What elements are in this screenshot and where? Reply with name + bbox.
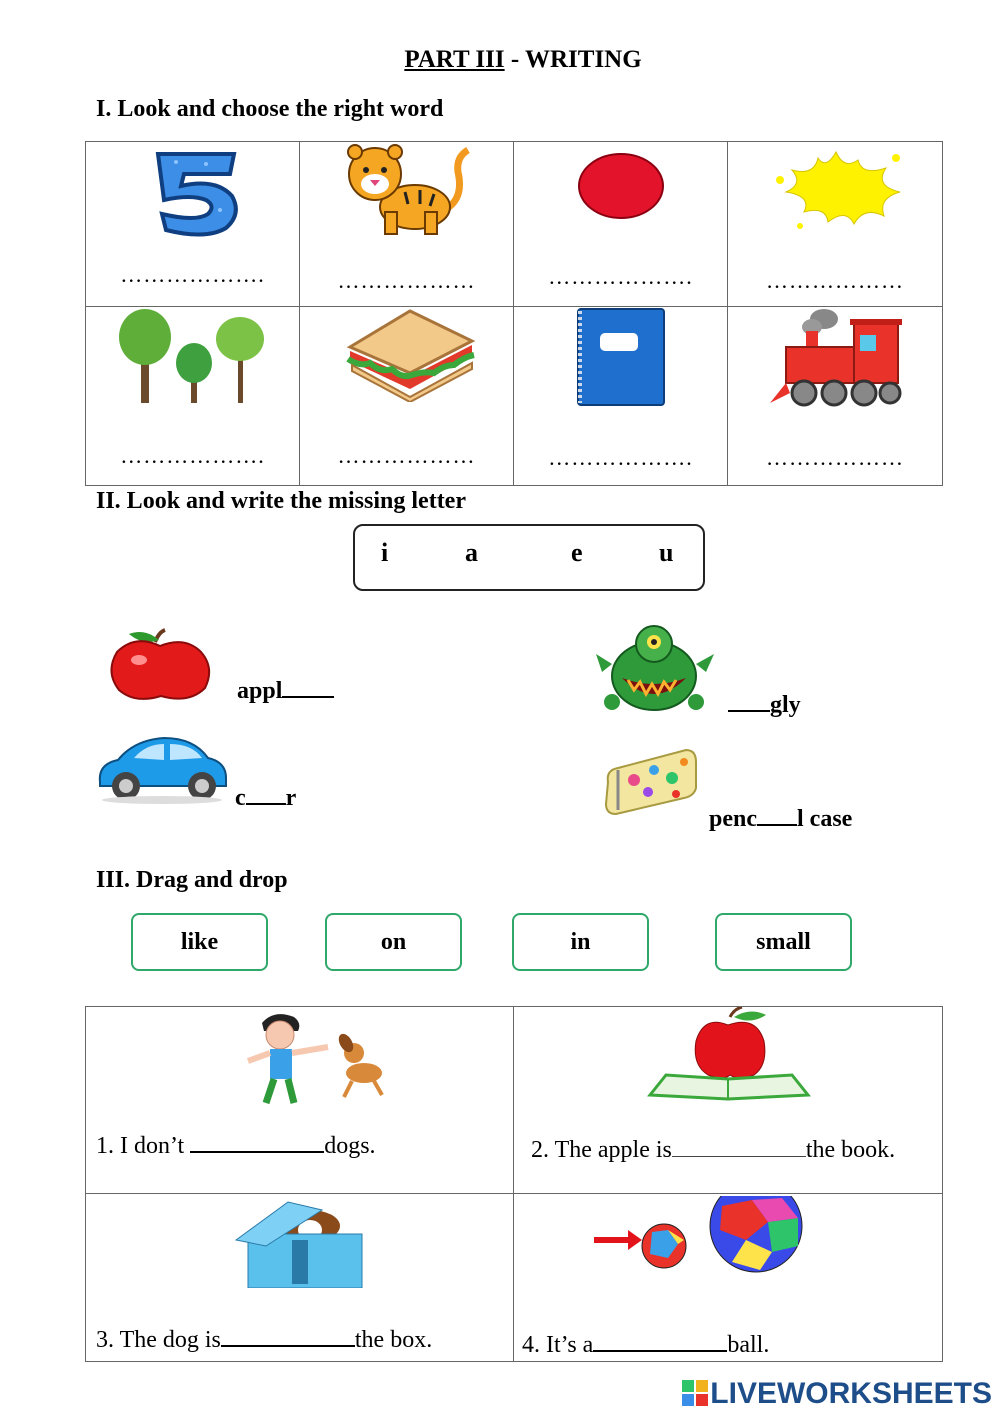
answer-dots[interactable]: ……………….: [548, 445, 693, 470]
page-title: [0, 46, 1000, 74]
drag-word-small[interactable]: small: [715, 913, 852, 971]
sandwich-icon: [340, 307, 480, 402]
drop-blank[interactable]: [672, 1156, 806, 1157]
missing-letter-blank[interactable]: [282, 696, 334, 698]
section3-heading: III. Drag and drop: [96, 867, 288, 893]
apple-on-book-icon: [646, 1007, 811, 1102]
sentence-cell-1: [86, 1007, 514, 1194]
section2-heading: II. Look and write the missing letter: [96, 488, 466, 514]
sentence-1: 1. I don’t dogs.: [96, 1133, 376, 1159]
word-car: c r: [235, 785, 297, 811]
picture-grid: [85, 141, 943, 486]
dog-in-box-icon: [234, 1200, 369, 1288]
letter-option[interactable]: i: [381, 538, 389, 567]
missing-letter-blank[interactable]: [246, 803, 286, 805]
sentence-4: 4. It’s a ball.: [522, 1332, 770, 1358]
drag-word-on[interactable]: on: [325, 913, 462, 971]
drag-word-like[interactable]: like: [131, 913, 268, 971]
number-five-icon: [146, 148, 246, 238]
answer-dots[interactable]: ………………: [766, 268, 904, 293]
letter-option[interactable]: e: [571, 538, 583, 567]
grid-cell-5: [86, 307, 300, 486]
apple-icon: [105, 628, 215, 703]
word-apple: appl: [237, 678, 334, 705]
logo-mark-icon: [682, 1380, 708, 1406]
letter-bank: [353, 524, 705, 591]
missing-letter-blank[interactable]: [757, 824, 797, 826]
monster-icon: [592, 624, 717, 714]
grid-cell-3: [514, 142, 728, 307]
word-ugly: gly: [728, 692, 801, 719]
pencil-case-icon: [604, 748, 699, 818]
sentence-cell-3: [86, 1194, 514, 1362]
part-label: PART III: [404, 46, 505, 73]
trees-icon: [116, 307, 276, 407]
drop-blank[interactable]: [593, 1350, 727, 1352]
sentence-cell-2: [514, 1007, 943, 1194]
drop-blank[interactable]: [190, 1151, 324, 1153]
letter-option[interactable]: u: [659, 538, 674, 567]
answer-dots[interactable]: ……………….: [548, 264, 693, 289]
yellow-splash-icon: [766, 142, 906, 232]
sentence-2: 2. The apple is the book.: [531, 1137, 896, 1163]
grid-cell-1: [86, 142, 300, 307]
grid-cell-4: [728, 142, 943, 307]
notebook-icon: [570, 307, 670, 409]
liveworksheets-logo: LIVEWORKSHEETS: [682, 1377, 992, 1411]
drop-blank[interactable]: [221, 1345, 355, 1347]
grid-cell-2: [300, 142, 514, 307]
answer-dots[interactable]: ………………: [337, 268, 476, 293]
answer-dots[interactable]: ………………: [766, 445, 904, 470]
sentence-grid: [85, 1006, 943, 1362]
red-circle-icon: [576, 151, 666, 221]
train-icon: [766, 307, 906, 409]
drag-word-in[interactable]: in: [512, 913, 649, 971]
balls-icon: [592, 1196, 812, 1276]
word-pencil-case: penc l case: [709, 806, 853, 832]
boy-and-dog-icon: [244, 1009, 394, 1104]
car-icon: [94, 734, 229, 804]
part-rest: - WRITING: [504, 46, 642, 73]
sentence-3: 3. The dog is the box.: [96, 1327, 433, 1353]
section1-heading: I. Look and choose the right word: [96, 96, 444, 122]
answer-dots[interactable]: ……………….: [120, 262, 265, 287]
answer-dots[interactable]: ………………: [337, 443, 476, 468]
grid-cell-7: [514, 307, 728, 486]
answer-dots[interactable]: ……………….: [120, 443, 265, 468]
grid-cell-6: [300, 307, 514, 486]
sentence-cell-4: [514, 1194, 943, 1362]
letter-option[interactable]: a: [465, 538, 478, 567]
missing-letter-blank[interactable]: [728, 710, 770, 712]
tiger-icon: [330, 142, 480, 237]
grid-cell-8: [728, 307, 943, 486]
